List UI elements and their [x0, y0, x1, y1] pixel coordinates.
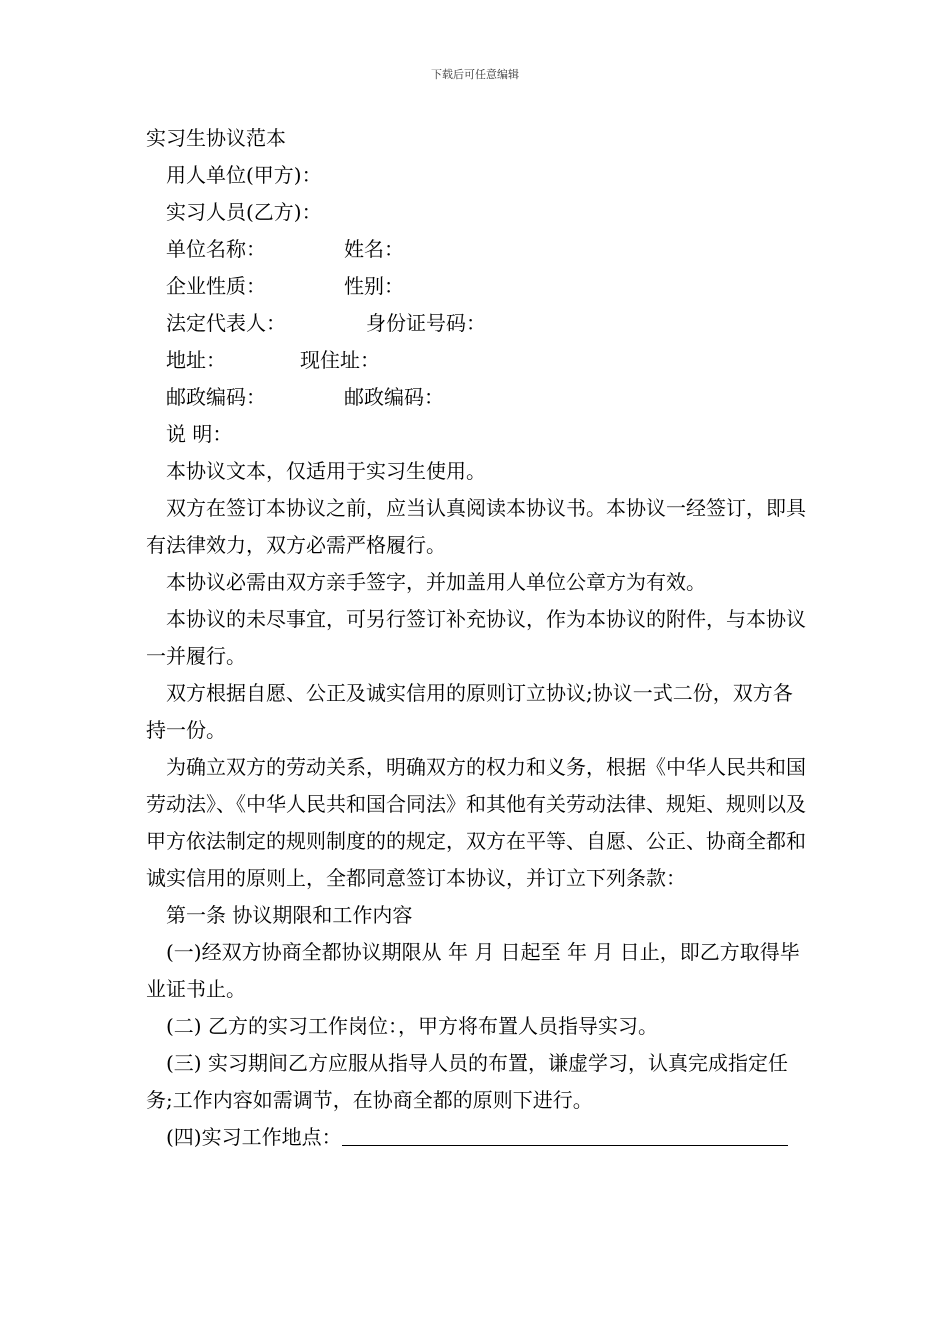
field-row-postcode	[146, 379, 810, 416]
field-row-enterprise-nature	[146, 268, 810, 305]
document-body	[146, 120, 810, 1156]
field-enterprise-nature: 企业性质：	[166, 274, 266, 298]
field-id-number: 身份证号码：	[366, 311, 486, 335]
field-postcode-b: 邮政编码：	[344, 385, 444, 409]
field-legal-rep: 法定代表人：	[166, 311, 286, 335]
field-gender: 性别：	[344, 274, 404, 298]
document-title: 实习生协议范本	[146, 126, 286, 150]
paragraph: 为确立双方的劳动关系，明确双方的权力和义务，根据《中华人民共和国劳动法》、《中华人民共和国合同法》和其他有关劳动法律、规矩、规则以及甲方依法制定的规则制度的的规定，双方在平等、自愿、公正、协商全都和诚实信用的原则上，全都同意签订本协议，并订立下列条款：	[146, 755, 806, 890]
paragraph: 本协议文本，仅适用于实习生使用。	[166, 459, 486, 483]
clause-3: (三) 实习期间乙方应服从指导人员的布置，谦虚学习，认真完成指定任务;工作内容如需调节，在协商全都的原则下进行。	[146, 1051, 788, 1112]
field-row-unit-name	[146, 231, 810, 268]
paragraph: 双方根据自愿、公正及诚实信用的原则订立协议;协议一式二份，双方各持一份。	[146, 681, 793, 742]
clause-1: (一)经双方协商全都协议期限从 年 月 日起至 年 月 日止，即乙方取得毕业证书止。	[146, 940, 800, 1001]
field-address: 地址：	[166, 348, 226, 372]
party-a-line: 用人单位(甲方)：	[166, 163, 322, 187]
paragraph: 本协议的未尽事宜，可另行签订补充协议，作为本协议的附件，与本协议一并履行。	[146, 607, 806, 668]
paragraph: 双方在签订本协议之前，应当认真阅读本协议书。本协议一经签订，即具有法律效力，双方必需严格履行。	[146, 496, 806, 557]
field-unit-name: 单位名称：	[166, 237, 266, 261]
paragraph: 本协议必需由双方亲手签字，并加盖用人单位公章方为有效。	[166, 570, 706, 594]
explain-label: 说 明：	[166, 422, 233, 446]
field-current-address: 现住址：	[300, 348, 380, 372]
field-row-address	[146, 342, 810, 379]
clause-2: (二) 乙方的实习工作岗位：，甲方将布置人员指导实习。	[166, 1014, 658, 1038]
party-b-line: 实习人员(乙方)：	[166, 200, 322, 224]
clause-4-line	[146, 1119, 810, 1156]
clause-4-label: (四)实习工作地点：	[166, 1125, 342, 1149]
header-note: 下载后可任意编辑	[431, 68, 519, 81]
field-postcode-a: 邮政编码：	[166, 385, 266, 409]
article-1-title: 第一条 协议期限和工作内容	[166, 903, 413, 927]
work-location-blank	[342, 1121, 788, 1146]
field-row-legal-rep	[146, 305, 810, 342]
field-name: 姓名：	[344, 237, 404, 261]
